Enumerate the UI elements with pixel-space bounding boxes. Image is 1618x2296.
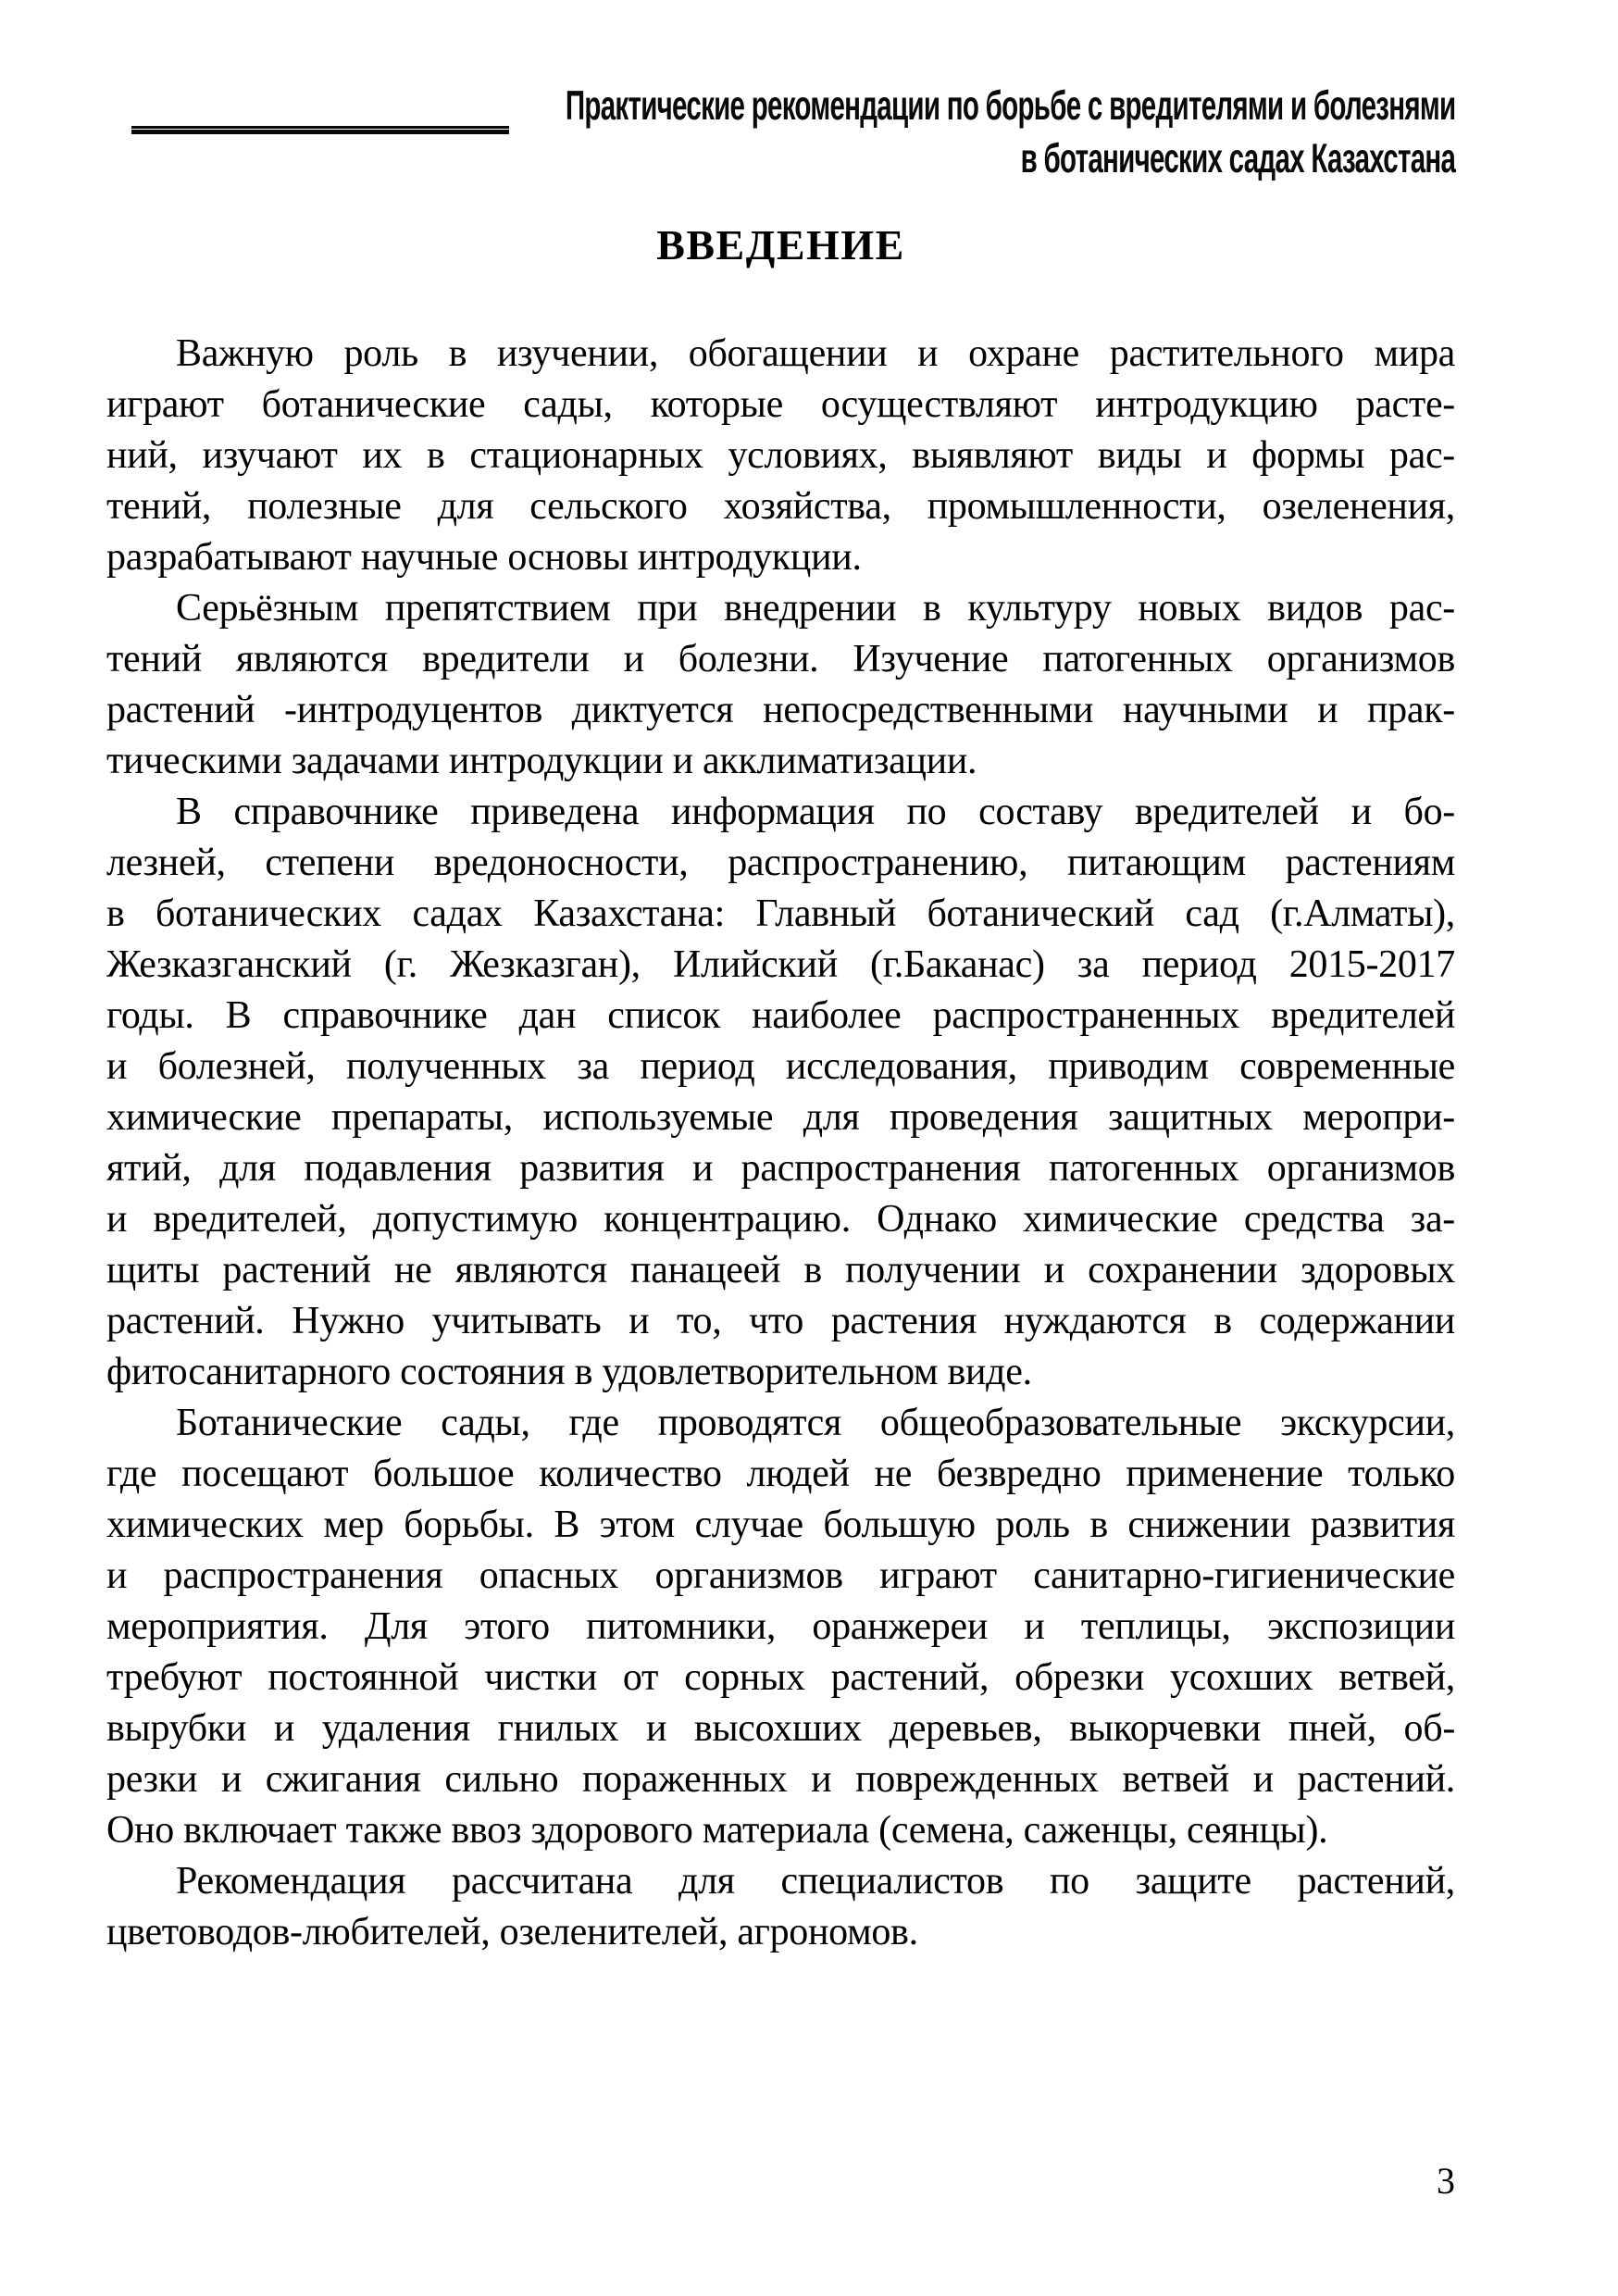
running-header-line1: Практические рекомендации по борьбе с вредителями и болезнями [565, 82, 1455, 129]
paragraphs [106, 329, 1455, 1958]
text-line: ний, изучают их в стационарных условиях, выявляют виды и формы рас- [106, 434, 1455, 477]
text-line: играют ботанические сады, которые осуществляют интродукцию расте- [106, 383, 1455, 426]
text-line: Жезказганский (г. Жезказган), Илийский (г.Баканас) за период 2015-2017 [106, 943, 1455, 986]
text-line: Оно включает также ввоз здорового материала (семена, саженцы, сеянцы). [106, 1809, 1328, 1852]
text-line: вырубки и удаления гнилых и высохших деревьев, выкорчевки пней, об- [106, 1707, 1455, 1750]
text-line: Важную роль в изучении, обогащении и охране растительного мира [176, 332, 1455, 375]
text-line: тений, полезные для сельского хозяйства, промышленности, озеленения, [106, 485, 1455, 528]
text-line: растений. Нужно учитывать и то, что растения нуждаются в содержании [106, 1300, 1455, 1342]
text-line: цветоводов-любителей, озеленителей, агрономов. [106, 1911, 918, 1953]
text-line: годы. В справочнике дан список наиболее распространенных вредителей [106, 994, 1455, 1037]
running-header-line2: в ботанических садах Казахстана [1020, 135, 1455, 181]
paragraph [106, 1398, 1455, 1856]
text-line: Ботанические сады, где проводятся общеобразовательные экскурсии, [176, 1402, 1455, 1444]
text-line: Рекомендация рассчитана для специалистов по защите растений, [176, 1860, 1455, 1903]
text-line: резки и сжигания сильно пораженных и поврежденных ветвей и растений. [106, 1758, 1455, 1801]
paragraph [106, 787, 1455, 1398]
text-line: в ботанических садах Казахстана: Главный ботанический сад (г.Алматы), [106, 892, 1455, 935]
text-line: химические препараты, используемые для проведения защитных меропри- [106, 1096, 1455, 1139]
page-title: ВВЕДЕНИЕ [656, 221, 905, 268]
text-line: требуют постоянной чистки от сорных растений, обрезки усохших ветвей, [106, 1656, 1455, 1699]
text-line: мероприятия. Для этого питомники, оранжереи и теплицы, экспозиции [106, 1605, 1455, 1648]
text-line: тений являются вредители и болезни. Изучение патогенных организмов [106, 638, 1455, 680]
paragraph [106, 1856, 1455, 1958]
page-number: 3 [1437, 2160, 1455, 2202]
text-line: разрабатывают научные основы интродукции. [106, 536, 862, 579]
text-line: Серьёзным препятствием при внедрении в культуру новых видов рас- [176, 587, 1455, 630]
text-line: ятий, для подавления развития и распространения патогенных организмов [106, 1147, 1455, 1190]
text-line: и вредителей, допустимую концентрацию. Однако химические средства за- [106, 1198, 1455, 1241]
text-line: растений -интродуцентов диктуется непосредственными научными и прак- [106, 689, 1455, 731]
text-line: тическими задачами интродукции и акклиматизации. [106, 740, 977, 782]
text-line: фитосанитарного состояния в удовлетворительном виде. [106, 1351, 1032, 1393]
text-line: химических мер борьбы. В этом случае большую роль в снижении развития [106, 1504, 1455, 1546]
paragraph [106, 329, 1455, 583]
paragraph [106, 583, 1455, 787]
text-line: где посещают большое количество людей не безвредно применение только [106, 1453, 1455, 1495]
text-line: щиты растений не являются панацеей в получении и сохранении здоровых [106, 1249, 1455, 1292]
text-line: и болезней, полученных за период исследования, приводим современные [106, 1045, 1455, 1088]
running-header [219, 80, 1455, 185]
text-line: В справочнике приведена информация по составу вредителей и бо- [176, 791, 1455, 833]
text-line: лезней, степени вредоносности, распространению, питающим растениям [106, 842, 1455, 884]
text-line: и распространения опасных организмов играют санитарно-гигиенические [106, 1554, 1455, 1597]
